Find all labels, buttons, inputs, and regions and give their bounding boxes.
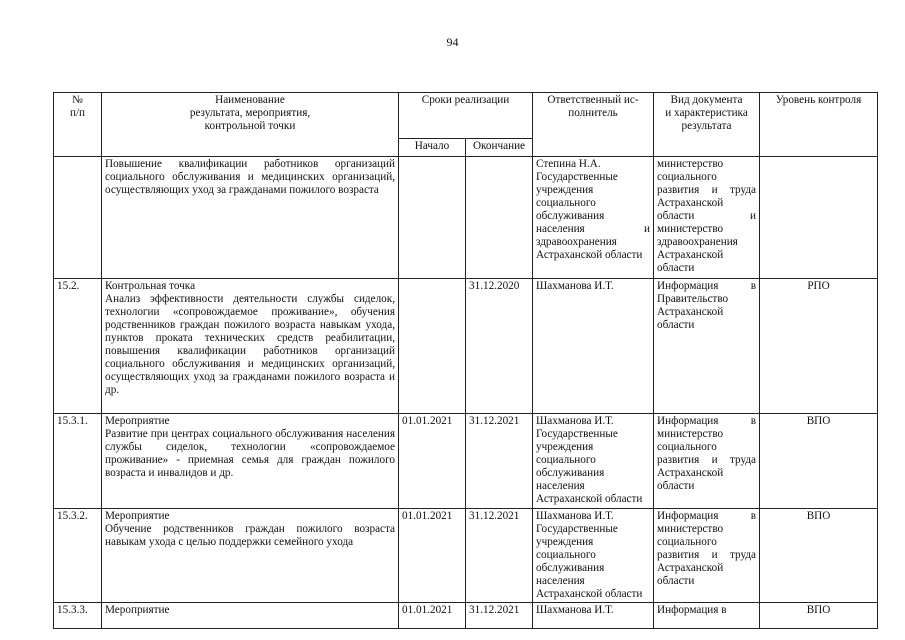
header-doc: Вид документа и характеристика результата [654, 93, 760, 157]
row-start: 01.01.2021 [399, 509, 466, 603]
row-num: 15.2. [54, 279, 102, 414]
row-doc: министерство социального развития и труда Астраханской области и министерство здравоохранения Астраханской области [654, 157, 760, 279]
row-control: ВПО [760, 414, 878, 509]
page-number: 94 [446, 35, 459, 49]
table-row [54, 509, 878, 603]
header-control: Уровень контроля [760, 93, 878, 157]
row-name: Мероприятие [102, 603, 399, 629]
row-control: ВПО [760, 603, 878, 629]
row-doc: Информация в министерство социального развития и труда Астраханской области [654, 414, 760, 509]
row-num: 15.3.1. [54, 414, 102, 509]
row-doc: Информация в Правительство Астраханской области [654, 279, 760, 414]
row-name: Контрольная точка Анализ эффективности деятельности службы сиделок, технологии «сопровождаемое проживание», обучения родственников граждан пожилого возраста навыкам ухода, пунктов проката технических средств реабилитации, повышения квалификации работников организаций социального обслуживания и медицинских организаций, осуществляющих уход за гражданами пожилого возраста и др. [102, 279, 399, 414]
row-responsible: Шахманова И.Т. Государственные учреждения социального обслуживания населения Астраханской области [533, 414, 654, 509]
header-num: № п/п [54, 93, 102, 157]
row-doc: Информация в министерство социального развития и труда Астраханской области [654, 509, 760, 603]
row-num [54, 157, 102, 279]
row-responsible: Степина Н.А. Государственные учреждения социального обслуживания населения и здравоохранения Астраханской области [533, 157, 654, 279]
row-start: 01.01.2021 [399, 414, 466, 509]
table-row [54, 603, 878, 629]
row-control [760, 157, 878, 279]
table-row [54, 279, 878, 414]
row-name: Повышение квалификации работников организаций социального обслуживания и медицинских организаций, осуществляющих уход за гражданами пожилого возраста [102, 157, 399, 279]
plan-table [53, 92, 878, 629]
row-name: Мероприятие Развитие при центрах социального обслуживания населения службы сиделок, технологии «сопровождаемое проживание» - приемная семья для граждан пожилого возраста и инвалидов и др. [102, 414, 399, 509]
header-start: Начало [399, 139, 466, 157]
row-num: 15.3.2. [54, 509, 102, 603]
row-control: ВПО [760, 509, 878, 603]
row-start: 01.01.2021 [399, 603, 466, 629]
row-responsible: Шахманова И.Т. Государственные учреждения социального обслуживания населения Астраханской области [533, 509, 654, 603]
table-row [54, 414, 878, 509]
row-start [399, 157, 466, 279]
row-start [399, 279, 466, 414]
row-responsible: Шахманова И.Т. [533, 603, 654, 629]
header-name: Наименование результата, мероприятия, контрольной точки [102, 93, 399, 157]
row-end [466, 157, 533, 279]
row-end: 31.12.2020 [466, 279, 533, 414]
row-end: 31.12.2021 [466, 603, 533, 629]
row-num: 15.3.3. [54, 603, 102, 629]
row-control: РПО [760, 279, 878, 414]
row-name: Мероприятие Обучение родственников граждан пожилого возраста навыкам ухода с целью поддержки семейного ухода [102, 509, 399, 603]
header-responsible: Ответственный ис- полнитель [533, 93, 654, 157]
row-doc: Информация в [654, 603, 760, 629]
row-responsible: Шахманова И.Т. [533, 279, 654, 414]
header-end: Окончание [466, 139, 533, 157]
row-end: 31.12.2021 [466, 509, 533, 603]
table-row [54, 157, 878, 279]
row-end: 31.12.2021 [466, 414, 533, 509]
header-period: Сроки реализации [399, 93, 533, 139]
